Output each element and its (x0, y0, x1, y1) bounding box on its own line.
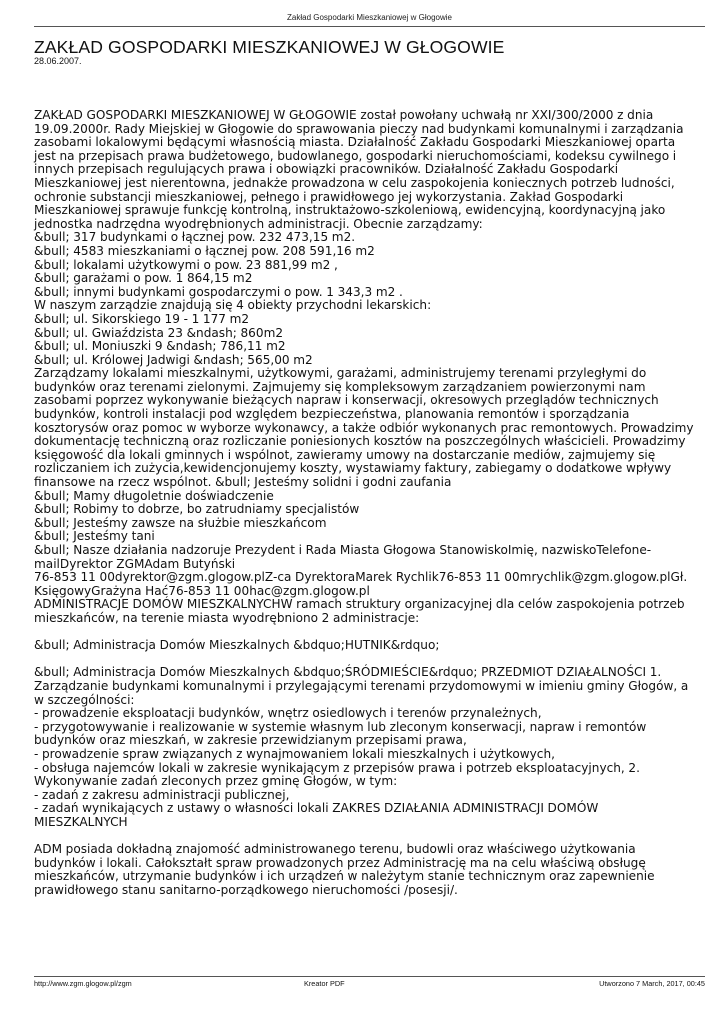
footer-url: http://www.zgm.glogow.pl/zgm (34, 979, 132, 988)
footer-created: Utworzono 7 March, 2017, 00:45 (599, 979, 705, 988)
document-date: 28.06.2007. (34, 56, 82, 66)
page-footer (34, 976, 705, 988)
document-body: ZAKŁAD GOSPODARKI MIESZKANIOWEJ W GŁOGOWIE został powołany uchwałą nr XXI/300/2000 z dnia 19.09.2000r. Rady Miejskiej w Głogowie do sprawowania pieczy nad budynkami komunalnymi i zarządzania zasobami lokalowymi będącymi własnością miasta. Działalność Zakładu Gospodarki Mieszkaniowej oparta jest na przepisach prawa budżetowego, budowlanego, gospodarki nieruchomościami, kodeksu cywilnego i innych przepisach regulujących prawa i obowiązki pracowników. Działalność Zakładu Gospodarki Mieszkaniowej jest nierentowna, jednakże prowadzona w celu zaspokojenia koniecznych potrzeb ludności, ochronie substancji mieszkaniowej, pełnego i prawidłowego jej wykorzystania. Zakład Gospodarki Mieszkaniowej sprawuje funkcję kontrolną, instruktażowo-szkoleniową, ewidencyjną, koordynacyjną jako jednostka nadrzędna wyodrębnionych administracji. Obecnie zarządzamy: &bull; 317 budynkami o łącznej pow. 232 473,15 m2. &bull; 4583 mieszkaniami o łącznej pow. 208 591,16 m2 &bull; lokalami użytkowymi o pow. 23 881,99 m2 , &bull; garażami o pow. 1 864,15 m2 &bull; innymi budynkami gospodarczymi o pow. 1 343,3 m2 . W naszym zarządzie znajdują się 4 obiekty przychodni lekarskich: &bull; ul. Sikorskiego 19 - 1 177 m2 &bull; ul. Gwiaździsta 23 &ndash; 860m2 &bull; ul. Moniuszki 9 &ndash; 786,11 m2 &bull; ul. Królowej Jadwigi &ndash; 565,00 m2 Zarządzamy lokalami mieszkalnymi, użytkowymi, garażami, administrujemy terenami przyległymi do budynków oraz terenami zielonymi. Zajmujemy się kompleksowym zarządzaniem powierzonymi nam zasobami poprzez wykonywanie bieżących napraw i konserwacji, okresowych przeglądów technicznych budynków, kontroli instalacji pod względem bezpieczeństwa, planowania remontów i sporządzania kosztorysów oraz pomoc w wyborze wykonawcy, a także odbiór wykonanych prac remontowych. Prowadzimy dokumentację techniczną oraz rozliczanie poniesionych kosztów na poszczególnych właścicieli. Prowadzimy księgowość dla lokali gminnych i wspólnot, zawieramy umowy na dostarczanie mediów, zajmujemy się rozliczaniem ich zużycia,kewidencjonujemy koszty, wystawiamy faktury, zabiegamy o dodatkowe wpływy finansowe na rzecz wspólnot. &bull; Jesteśmy solidni i godni zaufania &bull; Mamy długoletnie doświadczenie &bull; Robimy to dobrze, bo zatrudniamy specjalistów &bull; Jesteśmy zawsze na służbie mieszkańcom &bull; Jesteśmy tani &bull; Nasze działania nadzoruje Prezydent i Rada Miasta Głogowa StanowiskoImię, nazwiskoTelefone-mailDyrektor ZGMAdam Butyński 76-853 11 00dyrektor@zgm.glogow.plZ-ca DyrektoraMarek Rychlik76-853 11 00mrychlik@zgm.glogow.plGł. KsięgowyGrażyna Hać76-853 11 00hac@zgm.glogow.pl ADMINISTRACJE DOMÓW MIESZKALNYCHW ramach struktury organizacyjnej dla celów zaspokojenia potrzeb mieszkańców, na terenie miasta wyodrębniono 2 administracje: &bull; Administracja Domów Mieszkalnych &bdquo;HUTNIK&rdquo; &bull; Administracja Domów Mieszkalnych &bdquo;ŚRÓDMIEŚCIE&rdquo; PRZEDMIOT DZIAŁALNOŚCI 1. Zarządzanie budynkami komunalnymi i przylegającymi terenami przydomowymi w imieniu gminy Głogów, a w szczególności: - prowadzenie eksploatacji budynków, wnętrz osiedlowych i terenów przynależnych, - przygotowywanie i realizowanie w systemie własnym lub zleconym konserwacji, napraw i remontów budynków oraz mieszkań, w zakresie przewidzianym przepisami prawa, - prowadzenie spraw związanych z wynajmowaniem lokali mieszkalnych i użytkowych, - obsługa najemców lokali w zakresie wynikającym z przepisów prawa i potrzeb eksploatacyjnych, 2. Wykonywanie zadań zleconych przez gminę Głogów, w tym: - zadań z zakresu administracji publicznej, - zadań wynikających z ustawy o własności lokali ZAKRES DZIAŁANIA ADMINISTRACJI DOMÓW MIESZKALNYCH ADM posiada dokładną znajomość administrowanego terenu, budowli oraz właściwego użytkowania budynków i lokali. Całokształt spraw prowadzonych przez Administrację ma na celu właściwą obsługę mieszkańców, utrzymanie budynków i ich urządzeń w należytym stanie technicznym oraz zapewnienie prawidłowego stanu sanitarno-porządkowego nieruchomości /posesji/. (34, 108, 694, 897)
footer-generator: Kreator PDF (304, 979, 345, 988)
document-title: ZAKŁAD GOSPODARKI MIESZKANIOWEJ W GŁOGOWIE (34, 37, 505, 57)
running-header: Zakład Gospodarki Mieszkaniowej w Głogowie (34, 13, 705, 27)
